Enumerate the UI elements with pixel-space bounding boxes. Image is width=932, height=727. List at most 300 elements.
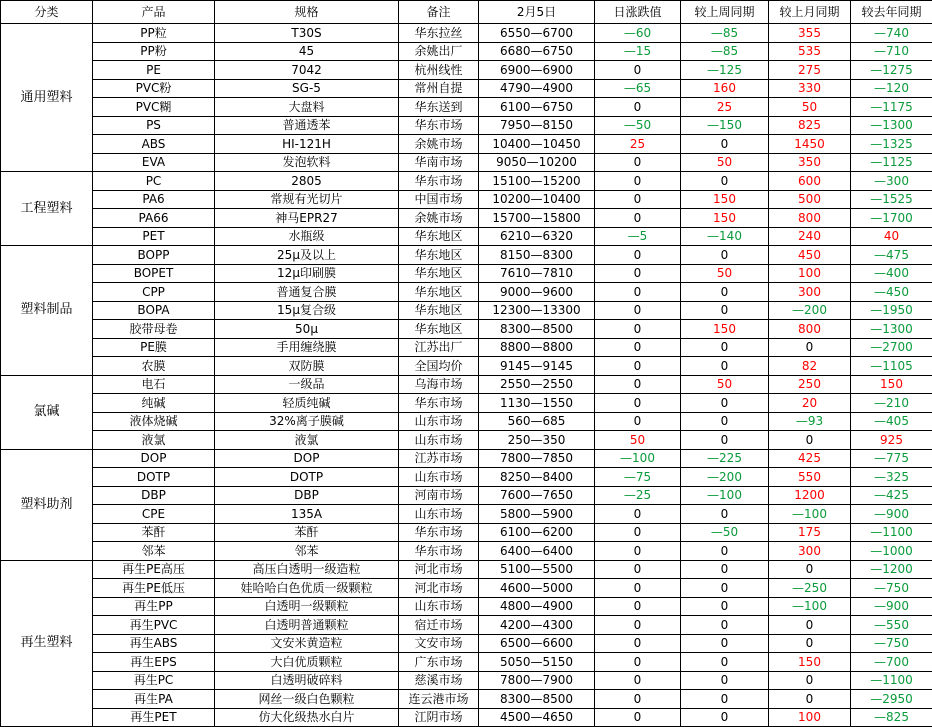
table-row [1,671,932,690]
week-change-cell: 0 [681,616,769,635]
product-cell: BOPET [93,264,215,283]
table-row [1,116,932,135]
note-cell: 华东地区 [399,320,479,339]
category-cell: 通用塑料 [1,24,93,172]
table-row [1,560,932,579]
spec-cell: 白透明破碎料 [215,671,399,690]
note-cell: 常州自提 [399,79,479,98]
table-row [1,79,932,98]
price-cell: 7950—8150 [479,116,595,135]
table-row [1,431,932,450]
product-cell: CPE [93,505,215,524]
year-change-cell: —900 [851,597,932,616]
month-change-cell: 500 [769,190,851,209]
month-change-cell: 100 [769,708,851,727]
month-change-cell: 300 [769,283,851,302]
table-row [1,264,932,283]
month-change-cell: 0 [769,338,851,357]
price-cell: 5800—5900 [479,505,595,524]
header-week-change: 较上周同期 [681,1,769,24]
week-change-cell: 0 [681,542,769,561]
price-cell: 6550—6700 [479,24,595,43]
month-change-cell: 0 [769,616,851,635]
month-change-cell: 600 [769,172,851,191]
month-change-cell: 800 [769,320,851,339]
spec-cell: 45 [215,42,399,61]
month-change-cell: 800 [769,209,851,228]
price-cell: 9050—10200 [479,153,595,172]
month-change-cell: 1200 [769,486,851,505]
price-cell: 5050—5150 [479,653,595,672]
table-row [1,24,932,43]
spec-cell: 液氯 [215,431,399,450]
note-cell: 余姚市场 [399,135,479,154]
price-cell: 4800—4900 [479,597,595,616]
week-change-cell: 0 [681,394,769,413]
price-cell: 8300—8500 [479,320,595,339]
product-cell: PA6 [93,190,215,209]
spec-cell: 常规有光切片 [215,190,399,209]
week-change-cell: 0 [681,708,769,727]
product-cell: 再生PVC [93,616,215,635]
table-row [1,653,932,672]
header-year-change: 较去年同期 [851,1,932,24]
spec-cell: 网丝一级白色颗粒 [215,690,399,709]
daily-change-cell: 0 [595,357,681,376]
week-change-cell: 0 [681,246,769,265]
price-cell: 4200—4300 [479,616,595,635]
price-cell: 6100—6200 [479,523,595,542]
note-cell: 文安市场 [399,634,479,653]
year-change-cell: —1700 [851,209,932,228]
year-change-cell: —475 [851,246,932,265]
week-change-cell: 50 [681,375,769,394]
month-change-cell: 250 [769,375,851,394]
daily-change-cell: —100 [595,449,681,468]
note-cell: 山东市场 [399,597,479,616]
year-change-cell: —710 [851,42,932,61]
table-row [1,227,932,246]
week-change-cell: 160 [681,79,769,98]
year-change-cell: 150 [851,375,932,394]
daily-change-cell: 0 [595,338,681,357]
spec-cell: 仿大化级热水白片 [215,708,399,727]
week-change-cell: —50 [681,523,769,542]
month-change-cell: 240 [769,227,851,246]
year-change-cell: —1100 [851,671,932,690]
year-change-cell: —740 [851,24,932,43]
week-change-cell: 0 [681,338,769,357]
month-change-cell: 50 [769,98,851,117]
week-change-cell: —225 [681,449,769,468]
year-change-cell: 925 [851,431,932,450]
year-change-cell: —405 [851,412,932,431]
daily-change-cell: 0 [595,616,681,635]
spec-cell: 邻苯 [215,542,399,561]
note-cell: 华东地区 [399,283,479,302]
year-change-cell: —1100 [851,523,932,542]
category-cell: 再生塑料 [1,560,93,727]
spec-cell: 普通透苯 [215,116,399,135]
week-change-cell: 0 [681,172,769,191]
year-change-cell: —1525 [851,190,932,209]
month-change-cell: —100 [769,505,851,524]
table-row [1,61,932,80]
table-row [1,172,932,191]
product-cell: 再生PP [93,597,215,616]
spec-cell: 苯酐 [215,523,399,542]
daily-change-cell: 0 [595,153,681,172]
daily-change-cell: 0 [595,264,681,283]
week-change-cell: 0 [681,653,769,672]
note-cell: 江阴市场 [399,708,479,727]
product-cell: PS [93,116,215,135]
year-change-cell: —1950 [851,301,932,320]
table-row [1,375,932,394]
month-change-cell: 0 [769,634,851,653]
daily-change-cell: 0 [595,690,681,709]
table-row [1,357,932,376]
month-change-cell: —100 [769,597,851,616]
table-row [1,42,932,61]
daily-change-cell: 0 [595,505,681,524]
product-cell: 液氯 [93,431,215,450]
price-cell: 560—685 [479,412,595,431]
spec-cell: 神马EPR27 [215,209,399,228]
daily-change-cell: 0 [595,708,681,727]
product-cell: 液体烧碱 [93,412,215,431]
note-cell: 华东市场 [399,394,479,413]
month-change-cell: 1450 [769,135,851,154]
product-cell: PVC糊 [93,98,215,117]
note-cell: 华东送到 [399,98,479,117]
product-cell: ABS [93,135,215,154]
product-cell: PVC粉 [93,79,215,98]
daily-change-cell: 0 [595,597,681,616]
header-daily-change: 日涨跌值 [595,1,681,24]
year-change-cell: —1325 [851,135,932,154]
spec-cell: 高压白透明一级造粒 [215,560,399,579]
table-row [1,690,932,709]
daily-change-cell: 0 [595,190,681,209]
year-change-cell: —550 [851,616,932,635]
daily-change-cell: 0 [595,172,681,191]
week-change-cell: 25 [681,98,769,117]
week-change-cell: —100 [681,486,769,505]
month-change-cell: 0 [769,690,851,709]
week-change-cell: 0 [681,690,769,709]
category-cell: 工程塑料 [1,172,93,246]
daily-change-cell: 0 [595,283,681,302]
year-change-cell: —450 [851,283,932,302]
price-cell: 6680—6750 [479,42,595,61]
spec-cell: 15μ复合级 [215,301,399,320]
week-change-cell: 0 [681,597,769,616]
category-cell: 氯碱 [1,375,93,449]
spec-cell: 白透明普通颗粒 [215,616,399,635]
table-body [1,24,932,727]
week-change-cell: 0 [681,579,769,598]
month-change-cell: 100 [769,264,851,283]
month-change-cell: 0 [769,431,851,450]
week-change-cell: —150 [681,116,769,135]
year-change-cell: —120 [851,79,932,98]
daily-change-cell: —60 [595,24,681,43]
product-cell: PE [93,61,215,80]
product-cell: PA66 [93,209,215,228]
note-cell: 河北市场 [399,560,479,579]
note-cell: 华南市场 [399,153,479,172]
table-row [1,153,932,172]
daily-change-cell: 0 [595,375,681,394]
month-change-cell: 550 [769,468,851,487]
month-change-cell: 535 [769,42,851,61]
product-cell: DOP [93,449,215,468]
spec-cell: 大白优质颗粒 [215,653,399,672]
product-cell: 农膜 [93,357,215,376]
week-change-cell: —85 [681,24,769,43]
daily-change-cell: 0 [595,61,681,80]
note-cell: 华东市场 [399,523,479,542]
price-cell: 15700—15800 [479,209,595,228]
price-cell: 4790—4900 [479,79,595,98]
table-row [1,634,932,653]
price-cell: 6100—6750 [479,98,595,117]
year-change-cell: —300 [851,172,932,191]
daily-change-cell: —50 [595,116,681,135]
table-row [1,246,932,265]
week-change-cell: 0 [681,357,769,376]
note-cell: 华东地区 [399,246,479,265]
daily-change-cell: —15 [595,42,681,61]
product-cell: 邻苯 [93,542,215,561]
table-row [1,523,932,542]
month-change-cell: 82 [769,357,851,376]
note-cell: 中国市场 [399,190,479,209]
month-change-cell: 0 [769,560,851,579]
month-change-cell: —250 [769,579,851,598]
product-cell: 胶带母卷 [93,320,215,339]
price-cell: 15100—15200 [479,172,595,191]
spec-cell: 25μ及以上 [215,246,399,265]
daily-change-cell: 0 [595,579,681,598]
note-cell: 华东地区 [399,264,479,283]
note-cell: 河北市场 [399,579,479,598]
header-product: 产品 [93,1,215,24]
product-cell: PP粉 [93,42,215,61]
year-change-cell: —425 [851,486,932,505]
header-row [1,1,932,24]
price-cell: 9000—9600 [479,283,595,302]
price-cell: 250—350 [479,431,595,450]
product-cell: DBP [93,486,215,505]
price-cell: 10400—10450 [479,135,595,154]
daily-change-cell: 0 [595,412,681,431]
note-cell: 华东市场 [399,116,479,135]
month-change-cell: 330 [769,79,851,98]
table-row [1,468,932,487]
year-change-cell: 40 [851,227,932,246]
price-cell: 9145—9145 [479,357,595,376]
price-cell: 8800—8800 [479,338,595,357]
price-cell: 4600—5000 [479,579,595,598]
spec-cell: 娃哈哈白色优质一级颗粒 [215,579,399,598]
note-cell: 慈溪市场 [399,671,479,690]
year-change-cell: —2700 [851,338,932,357]
year-change-cell: —2950 [851,690,932,709]
header-note: 备注 [399,1,479,24]
year-change-cell: —1300 [851,116,932,135]
spec-cell: 7042 [215,61,399,80]
week-change-cell: 0 [681,412,769,431]
daily-change-cell: 0 [595,671,681,690]
year-change-cell: —1125 [851,153,932,172]
price-cell: 7610—7810 [479,264,595,283]
week-change-cell: 50 [681,264,769,283]
week-change-cell: —85 [681,42,769,61]
year-change-cell: —825 [851,708,932,727]
header-price-date: 2月5日 [479,1,595,24]
week-change-cell: —140 [681,227,769,246]
week-change-cell: 50 [681,153,769,172]
product-cell: BOPA [93,301,215,320]
spec-cell: 12μ印刷膜 [215,264,399,283]
daily-change-cell: 0 [595,246,681,265]
note-cell: 河南市场 [399,486,479,505]
daily-change-cell: 0 [595,634,681,653]
daily-change-cell: —75 [595,468,681,487]
note-cell: 华东市场 [399,542,479,561]
month-change-cell: 275 [769,61,851,80]
spec-cell: 水瓶级 [215,227,399,246]
note-cell: 宿迁市场 [399,616,479,635]
price-cell: 5100—5500 [479,560,595,579]
price-cell: 8150—8300 [479,246,595,265]
table-row [1,135,932,154]
note-cell: 华东拉丝 [399,24,479,43]
year-change-cell: —750 [851,634,932,653]
price-cell: 6400—6400 [479,542,595,561]
header-spec: 规格 [215,1,399,24]
year-change-cell: —750 [851,579,932,598]
daily-change-cell: 0 [595,523,681,542]
week-change-cell: 0 [681,431,769,450]
daily-change-cell: —5 [595,227,681,246]
category-cell: 塑料助剂 [1,449,93,560]
note-cell: 华东市场 [399,172,479,191]
daily-change-cell: 0 [595,560,681,579]
week-change-cell: 0 [681,634,769,653]
spec-cell: 2805 [215,172,399,191]
month-change-cell: 175 [769,523,851,542]
product-cell: CPP [93,283,215,302]
daily-change-cell: —25 [595,486,681,505]
week-change-cell: 0 [681,671,769,690]
note-cell: 余姚市场 [399,209,479,228]
product-cell: PC [93,172,215,191]
product-cell: 纯碱 [93,394,215,413]
year-change-cell: —1300 [851,320,932,339]
product-cell: 苯酐 [93,523,215,542]
header-category: 分类 [1,1,93,24]
daily-change-cell: —65 [595,79,681,98]
price-cell: 8250—8400 [479,468,595,487]
month-change-cell: —93 [769,412,851,431]
table-row [1,616,932,635]
daily-change-cell: 50 [595,431,681,450]
product-cell: EVA [93,153,215,172]
spec-cell: DOTP [215,468,399,487]
price-cell: 7600—7650 [479,486,595,505]
spec-cell: 普通复合膜 [215,283,399,302]
spec-cell: 轻质纯碱 [215,394,399,413]
year-change-cell: —325 [851,468,932,487]
week-change-cell: 150 [681,320,769,339]
daily-change-cell: 0 [595,209,681,228]
spec-cell: T30S [215,24,399,43]
year-change-cell: —1275 [851,61,932,80]
spec-cell: DOP [215,449,399,468]
note-cell: 广东市场 [399,653,479,672]
spec-cell: 32%离子膜碱 [215,412,399,431]
month-change-cell: 350 [769,153,851,172]
month-change-cell: —200 [769,301,851,320]
product-cell: 再生PE高压 [93,560,215,579]
spec-cell: 一级品 [215,375,399,394]
week-change-cell: —125 [681,61,769,80]
product-cell: 电石 [93,375,215,394]
table-row [1,412,932,431]
table-row [1,190,932,209]
year-change-cell: —700 [851,653,932,672]
product-cell: DOTP [93,468,215,487]
daily-change-cell: 0 [595,653,681,672]
spec-cell: 50μ [215,320,399,339]
table-row [1,597,932,616]
month-change-cell: 425 [769,449,851,468]
table-row [1,449,932,468]
note-cell: 山东市场 [399,412,479,431]
table-row [1,209,932,228]
note-cell: 山东市场 [399,468,479,487]
spec-cell: DBP [215,486,399,505]
daily-change-cell: 25 [595,135,681,154]
year-change-cell: —1175 [851,98,932,117]
month-change-cell: 20 [769,394,851,413]
table-row [1,98,932,117]
note-cell: 全国均价 [399,357,479,376]
product-cell: 再生PC [93,671,215,690]
product-cell: 再生PE低压 [93,579,215,598]
price-cell: 8300—8500 [479,690,595,709]
week-change-cell: 150 [681,209,769,228]
daily-change-cell: 0 [595,98,681,117]
price-cell: 6900—6900 [479,61,595,80]
week-change-cell: 0 [681,283,769,302]
month-change-cell: 450 [769,246,851,265]
year-change-cell: —1105 [851,357,932,376]
week-change-cell: 0 [681,505,769,524]
table-row [1,394,932,413]
header-month-change: 较上月同期 [769,1,851,24]
product-cell: 再生PET [93,708,215,727]
month-change-cell: 355 [769,24,851,43]
price-cell: 6500—6600 [479,634,595,653]
week-change-cell: 0 [681,135,769,154]
spec-cell: HI-121H [215,135,399,154]
week-change-cell: 150 [681,190,769,209]
month-change-cell: 150 [769,653,851,672]
